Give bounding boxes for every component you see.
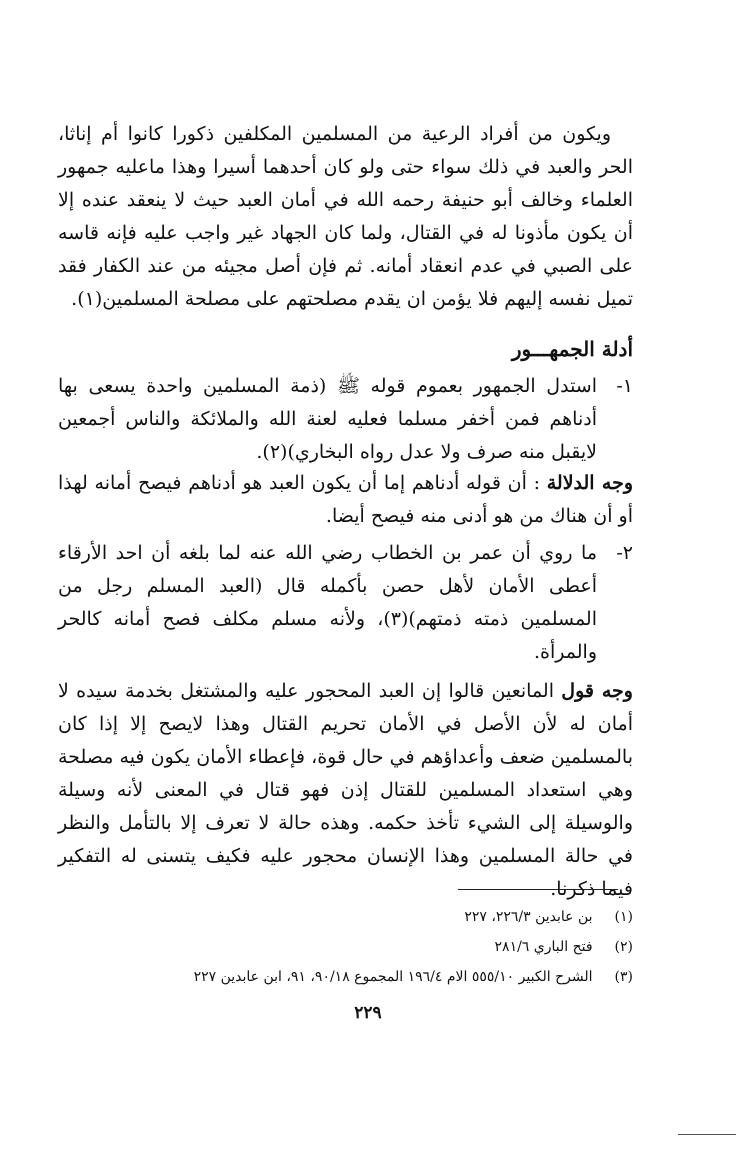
evidence-text: ما روي أن عمر بن الخطاب رضي الله عنه لما بلغه أن احد الأرقاء أعطى الأمان لأهل حصن بأكمله قال (العبد المسلم رجل من المسلمين ذمته ذمتهم)(٣)، ولأنه مسلم مكلف فصح أمانه كالحر والمرأة.	[58, 542, 597, 663]
footnote-text: بن عابدين ٢٢٦/٣، ٢٢٧	[464, 909, 593, 925]
footnote	[58, 932, 633, 962]
evidence-number: ١-	[616, 375, 633, 397]
wajh-dalala-text: : أن قوله أدناهم إما أن يكون العبد هو أدناهم فيصح أمانه لهذا أو أن هناك من هو أدنى منه فيصح أيضا.	[58, 472, 633, 527]
footnote-divider	[458, 889, 618, 890]
evidence-text: استدل الجمهور بعموم قوله ﷺ (ذمة المسلمين واحدة يسعى بها أدناهم فمن أخفر مسلما فعليه لعنة الله والملائكة والناس أجمعين لايقبل منه صرف ولا عدل رواه البخاري)(٢).	[58, 375, 597, 463]
footnote-text: الشرح الكبير ٥٥٥/١٠ الام ١٩٦/٤ المجموع ٩٠/١٨، ٩١، ابن عابدين ٢٢٧	[193, 969, 593, 985]
wajh-qawl-paragraph	[58, 675, 633, 906]
evidence-number: ٢-	[616, 542, 633, 564]
footnote-number: (١)	[614, 909, 633, 925]
section-heading: أدلة الجمهـــور	[511, 337, 633, 361]
page-number: ٢٢٩	[354, 1003, 382, 1023]
footnote-number: (٣)	[614, 969, 633, 985]
wajh-qawl-text: المانعين قالوا إن العبد المحجور عليه والمشتغل بخدمة سيده لا أمان له لأن الأصل في الأمان تحريم القتال وهذا لايصح إلا إذا كان بالمسلمين ضعف وأعداؤهم في حال قوة، فإعطاء الأمان يكون فيه مصلحة وهي استعداد المسلمين للقتال إذن فهو قتال في المعنى لأنه وسيلة والوسيلة إلى الشيء تأخذ حكمه. وهذه حالة لا تعرف إلا بالتأمل والنظر في حالة المسلمين وهذا الإنسان محجور عليه فكيف يتسنى له التفكير فيما ذكرنا.	[58, 680, 633, 900]
footnote-number: (٢)	[614, 939, 633, 955]
footnote-text: فتح الباري ٢٨١/٦	[494, 939, 593, 955]
scan-edge-line	[678, 1134, 736, 1135]
wajh-dalala-paragraph	[58, 467, 633, 533]
evidence-item-1	[58, 370, 633, 469]
intro-paragraph: ويكون من أفراد الرعية من المسلمين المكلفين ذكورا كانوا أم إناثا، الحر والعبد في ذلك سواء حتى ولو كان أحدهما أسيرا وهذا ماعليه جمهور العلماء وخالف أبو حنيفة رحمه الله في أمان العبد حيث لا ينعقد عنده إلا أن يكون مأذونا له في القتال، ولما كان الجهاد غير واجب عليه فإنه قاسه على الصبي في عدم انعقاد أمانه. ثم فإن أصل مجيئه من عند الكفار فقد تميل نفسه إليهم فلا يؤمن ان يقدم مصلحتهم على مصلحة المسلمين(١).	[58, 123, 633, 310]
footnotes	[58, 902, 633, 992]
wajh-dalala-label: وجه الدلالة	[546, 472, 633, 494]
evidence-item-2	[58, 537, 633, 669]
footnote	[58, 902, 633, 932]
wajh-qawl-label: وجه قول	[561, 680, 633, 702]
footnote	[58, 962, 633, 992]
